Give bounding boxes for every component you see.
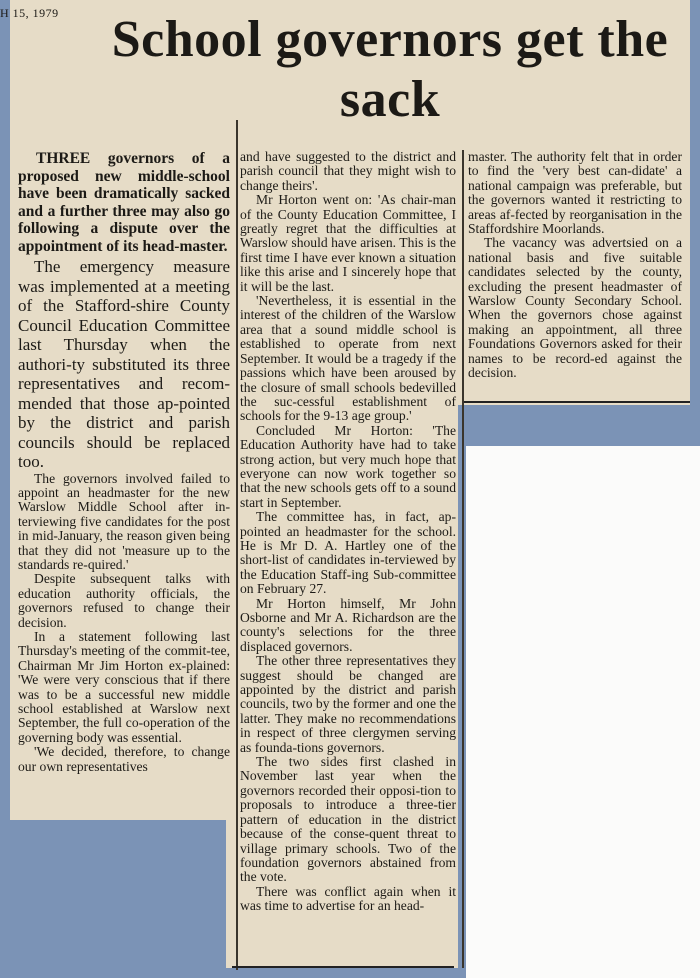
column-divider [462, 150, 464, 968]
lead-paragraph: THREE governors of a proposed new middle-school have been dramatically sacked and a further three may also go following a dispute over the appointment of its head-master. [18, 150, 230, 255]
headline: School governors get the sack [111, 11, 669, 128]
dateline: H 15, 1979 [0, 6, 59, 20]
body-paragraph: The governors involved failed to appoint an headmaster for the new Warslow Middle School after in-terviewing five candidates for the post in mid-January, the reason given being that they did not 'measure up to the standards re-quired.' [18, 470, 230, 572]
white-backing-card [466, 446, 700, 978]
body-paragraph: The vacancy was advertsied on a national basis and five suitable candidates selected by the county, excluding the present headmaster of Warslow County Secondary School. When the governors chose against making an appointment, all three Foundations Governors asked for their names to be record-ed against the decision. [468, 235, 682, 381]
body-paragraph: There was conflict again when it was time to advertise for an head- [240, 883, 456, 914]
column-divider [236, 120, 238, 970]
body-paragraph: 'We decided, therefore, to change our own representatives [18, 744, 230, 774]
intro-paragraph: The emergency measure was implemented at a meeting of the Stafford-shire County Council Education Committee last Thursday when the authori-ty substituted its three representatives and recom-mended that those ap-pointed by the district and parish councils should be replaced too. [18, 257, 230, 471]
article-column-3 [468, 150, 682, 381]
body-paragraph: In a statement following last Thursday's meeting of the commit-tee, Chairman Mr Jim Horton ex-plained: 'We were very conscious that if there was to be a successful new middle school established at Warslow next September, the full co-operation of the governing body was essential. [18, 628, 230, 745]
body-paragraph: master. The authority felt that in order to find the 'very best can-didate' a national campaign was preferable, but the governors wanted it restricting to areas af-fected by reorganisation in the Staffordshire Moorlands. [468, 149, 682, 237]
article-column-2 [240, 150, 456, 914]
article-end-rule [232, 966, 454, 968]
body-paragraph: The committee has, in fact, ap-pointed an headmaster for the school. He is Mr D. A. Hartley one of the short-list of candidates in-terviewed by the Education Staff-ing Sub-committee on February 27. [240, 509, 456, 597]
body-paragraph: and have suggested to the district and parish council that they might wish to change theirs'. [240, 149, 456, 193]
body-paragraph: The two sides first clashed in November last year when the governors recorded their opposi-tion to proposals to introduce a three-tier pattern of education in the district because of the conse-quent threat to village primary schools. Two of the foundation governors abstained from the vote. [240, 754, 456, 885]
body-paragraph: Concluded Mr Horton: 'The Education Authority have had to take strong action, but very much hope that everyone can now work together so that the new schools gets off to a sound start in September. [240, 422, 456, 510]
body-paragraph: The other three representatives they suggest should be changed are appointed by the district and parish councils, two by the former and one the latter. They make no recommendations in respect of three clergymen serving as founda-tions governors. [240, 653, 456, 755]
article-column-1 [18, 150, 230, 774]
body-paragraph: Mr Horton himself, Mr John Osborne and Mr A. Richardson are the county's selections for the three displaced governors. [240, 595, 456, 654]
body-paragraph: Despite subsequent talks with education authority officials, the governors refused to change their decision. [18, 571, 230, 630]
column-end-rule [464, 401, 690, 403]
body-paragraph: 'Nevertheless, it is essential in the interest of the children of the Warslow area that a sound middle school is established to operate from next September. It would be a tragedy if the passions which have been aroused by the closure of small schools bedevilled the suc-cessful establishment of schools for the 9-13 age group.' [240, 293, 456, 424]
body-paragraph: Mr Horton went on: 'As chair-man of the County Education Committee, I greatly regret that the difficulties at Warslow should have arisen. This is the first time I have ever known a situation like this arise and I sincerely hope that it will be the last. [240, 192, 456, 294]
